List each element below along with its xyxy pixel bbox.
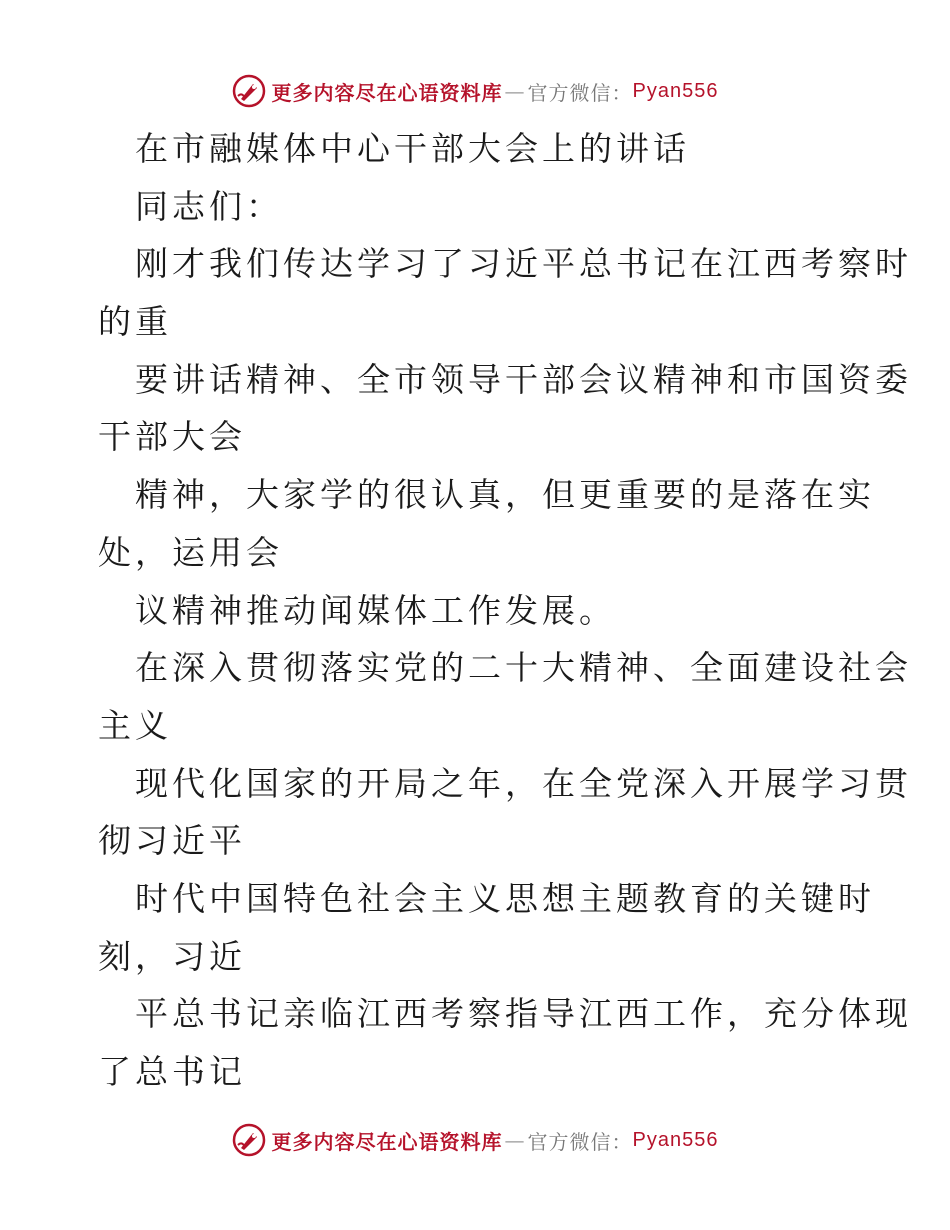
pen-nib-logo-icon [232,74,266,108]
text-line: 处，运用会 [98,532,283,572]
text-line: 刚才我们传达学习了习近平总书记在江西考察时 [135,244,912,284]
document-title: 在市融媒体中心干部大会上的讲话 [135,129,690,168]
watermark-brand: 更多内容尽在心语资料库 [271,1129,503,1154]
text-line: 刻，习近 [98,936,246,976]
text-line: 的重 [98,302,172,342]
watermark-header [0,71,950,111]
text-line: 在深入贯彻落实党的二十大精神、全面建设社会 [135,648,912,688]
text-line: 议精神推动闻媒体工作发展。 [135,590,616,630]
watermark-official-label: 官方微信： [527,1129,633,1154]
text-line: 主义 [98,705,172,745]
watermark-brand: 更多内容尽在心语资料库 [271,80,503,105]
pen-nib-logo-icon [232,1123,266,1157]
text-line: 平总书记亲临江西考察指导江西工作，充分体现 [135,994,912,1034]
salutation: 同志们： [135,186,283,226]
watermark-separator: — [504,79,526,103]
watermark-wechat-id: Pyan556 [632,1128,719,1151]
text-line: 现代化国家的开局之年，在全党深入开展学习贯 [135,763,912,803]
text-line: 要讲话精神、全市领导干部会议精神和市国资委 [135,359,912,399]
text-line: 彻习近平 [98,821,246,861]
document-body [98,120,912,1101]
watermark-official-label: 官方微信： [527,80,633,105]
text-line: 干部大会 [98,417,246,457]
watermark-footer [0,1120,950,1160]
text-line: 时代中国特色社会主义思想主题教育的关键时 [135,878,875,918]
watermark-separator: — [504,1128,526,1152]
text-line: 精神，大家学的很认真，但更重要的是落在实 [135,475,875,515]
watermark-wechat-id: Pyan556 [632,79,719,102]
text-line: 了总书记 [98,1052,246,1091]
